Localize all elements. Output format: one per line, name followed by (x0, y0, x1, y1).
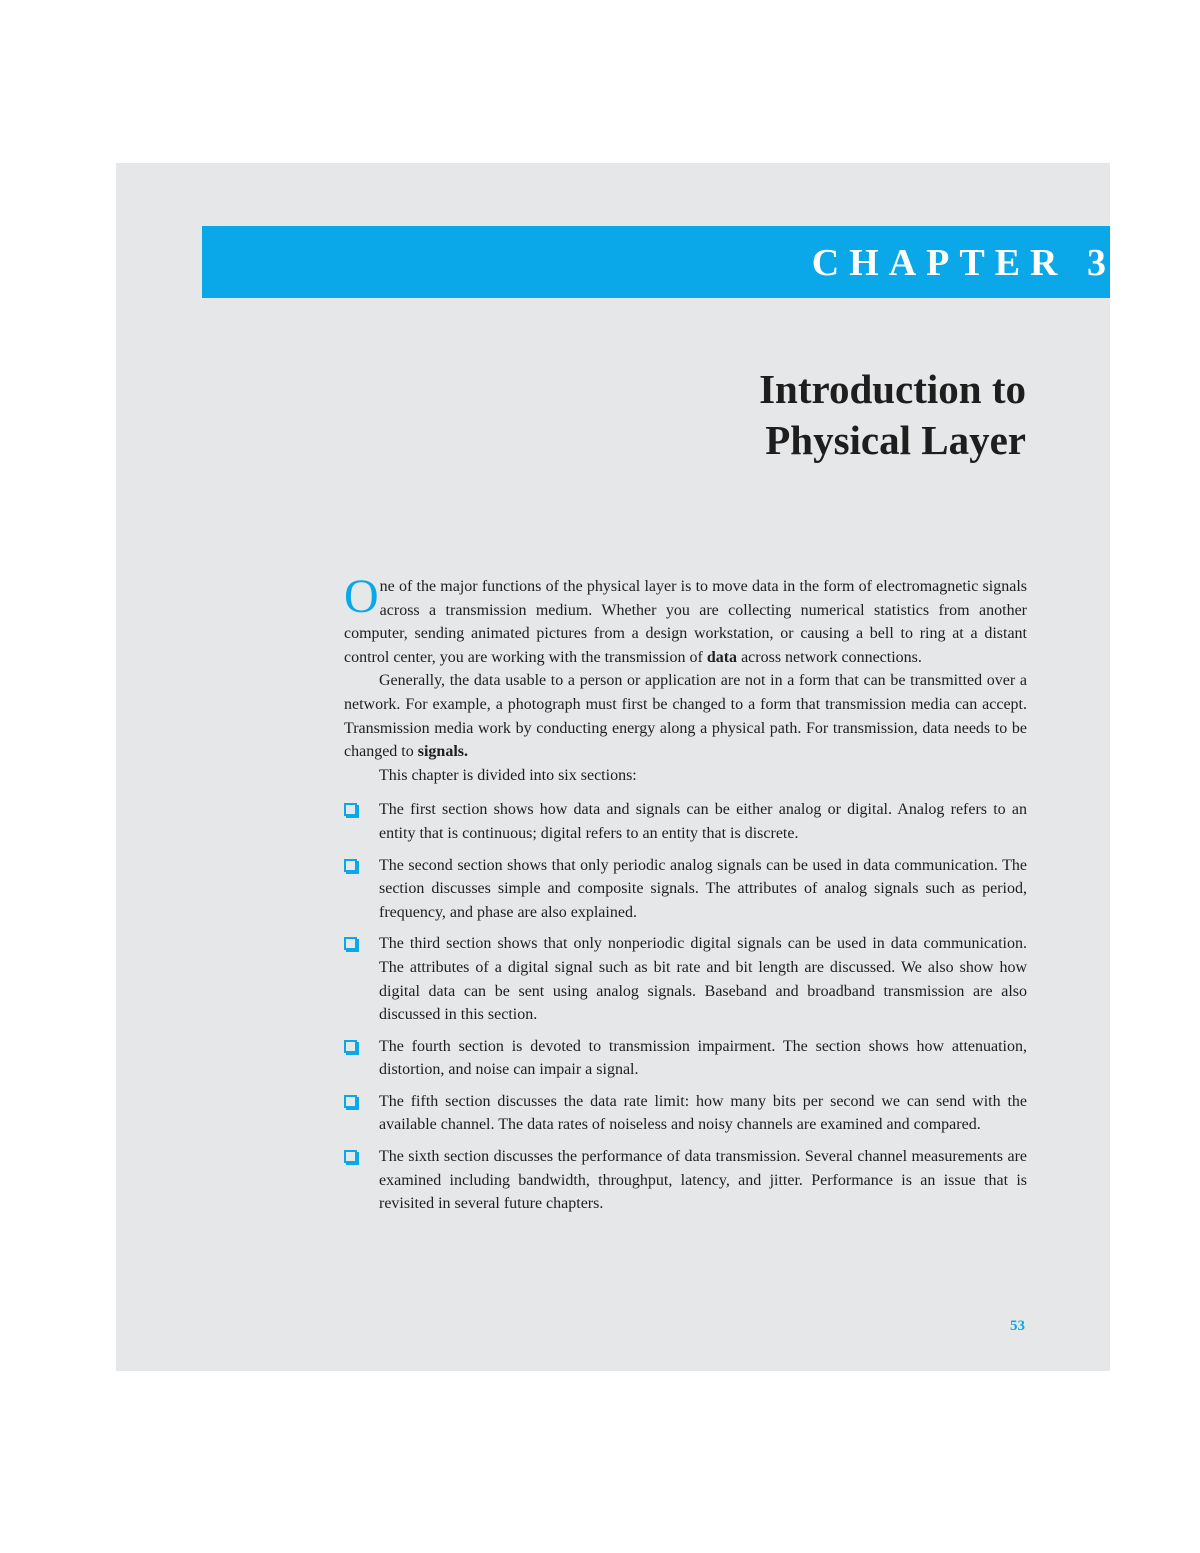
page-number: 53 (1010, 1318, 1025, 1334)
list-item (344, 1145, 1027, 1216)
intro-paragraph-1-bold: data (706, 648, 738, 666)
intro-paragraph-3: This chapter is divided into six sections: (379, 766, 637, 784)
section-list (344, 798, 1027, 1216)
list-item-text: The fourth section is devoted to transmission impairment. The section shows how attenuation, distortion, and noise can impair a signal. (379, 1037, 1027, 1079)
intro-paragraph-1 (344, 570, 1027, 669)
list-item-text: The third section shows that only nonperiodic digital signals can be used in data communication. The attributes of a digital signal such as bit rate and bit length are discussed. We also show how digital data can be sent using analog signals. Baseband and broadband transmission are also discussed in this section. (379, 935, 1027, 1024)
list-item-text: The first section shows how data and signals can be either analog or digital. Analog refers to an entity that is continuous; digital refers to an entity that is discrete. (379, 801, 1027, 842)
chapter-title-line-2: Physical Layer (765, 417, 1026, 463)
bullet-box-icon (344, 859, 357, 872)
chapter-title-line-1: Introduction to (759, 366, 1026, 412)
drop-cap: O (344, 570, 379, 623)
intro-paragraph-2-text: Generally, the data usable to a person or application are not in a form that can be transmitted over a network. For example, a photograph must first be changed to a form that transmission media can accept. Transmission media work by conducting energy along a physical path. For transmission, data needs to be changed to (344, 672, 1027, 761)
list-item-text: The second section shows that only periodic analog signals can be used in data communication. The section discusses simple and composite signals. The attributes of analog signals such as period, frequency, and phase are also explained. (379, 856, 1027, 921)
intro-paragraph-1-text: ne of the major functions of the physical layer is to move data in the form of electromagnetic signals across a transmission medium. Whether you are collecting numerical statistics from another computer, sending animated pictures from a design workstation, or causing a bell to ring at a distant control center, you are working with the transmission of (344, 578, 1027, 666)
chapter-title (759, 364, 1026, 466)
list-item (344, 1090, 1027, 1137)
intro-paragraph-2 (344, 669, 1027, 763)
list-item (344, 798, 1027, 845)
bullet-box-icon (344, 803, 357, 816)
list-item-text: The fifth section discusses the data rate limit: how many bits per second we can send with the available channel. The data rates of noiseless and noisy channels are examined and compared. (379, 1092, 1027, 1134)
bullet-box-icon (344, 937, 357, 950)
intro-paragraph-2-bold: signals. (417, 743, 468, 761)
list-item (344, 854, 1027, 925)
bullet-box-icon (344, 1040, 357, 1053)
intro-paragraph-1-end: across network connections. (737, 648, 922, 666)
list-item-text: The sixth section discusses the performance of data transmission. Several channel measurements are examined including bandwidth, throughput, latency, and jitter. Performance is an issue that is revisited in several future chapters. (379, 1148, 1027, 1213)
bullet-box-icon (344, 1095, 357, 1108)
chapter-label: CHAPTER 3 (811, 242, 1116, 284)
chapter-intro-body (344, 570, 1027, 1224)
bullet-box-icon (344, 1150, 357, 1163)
list-item (344, 1035, 1027, 1082)
list-item (344, 932, 1027, 1026)
